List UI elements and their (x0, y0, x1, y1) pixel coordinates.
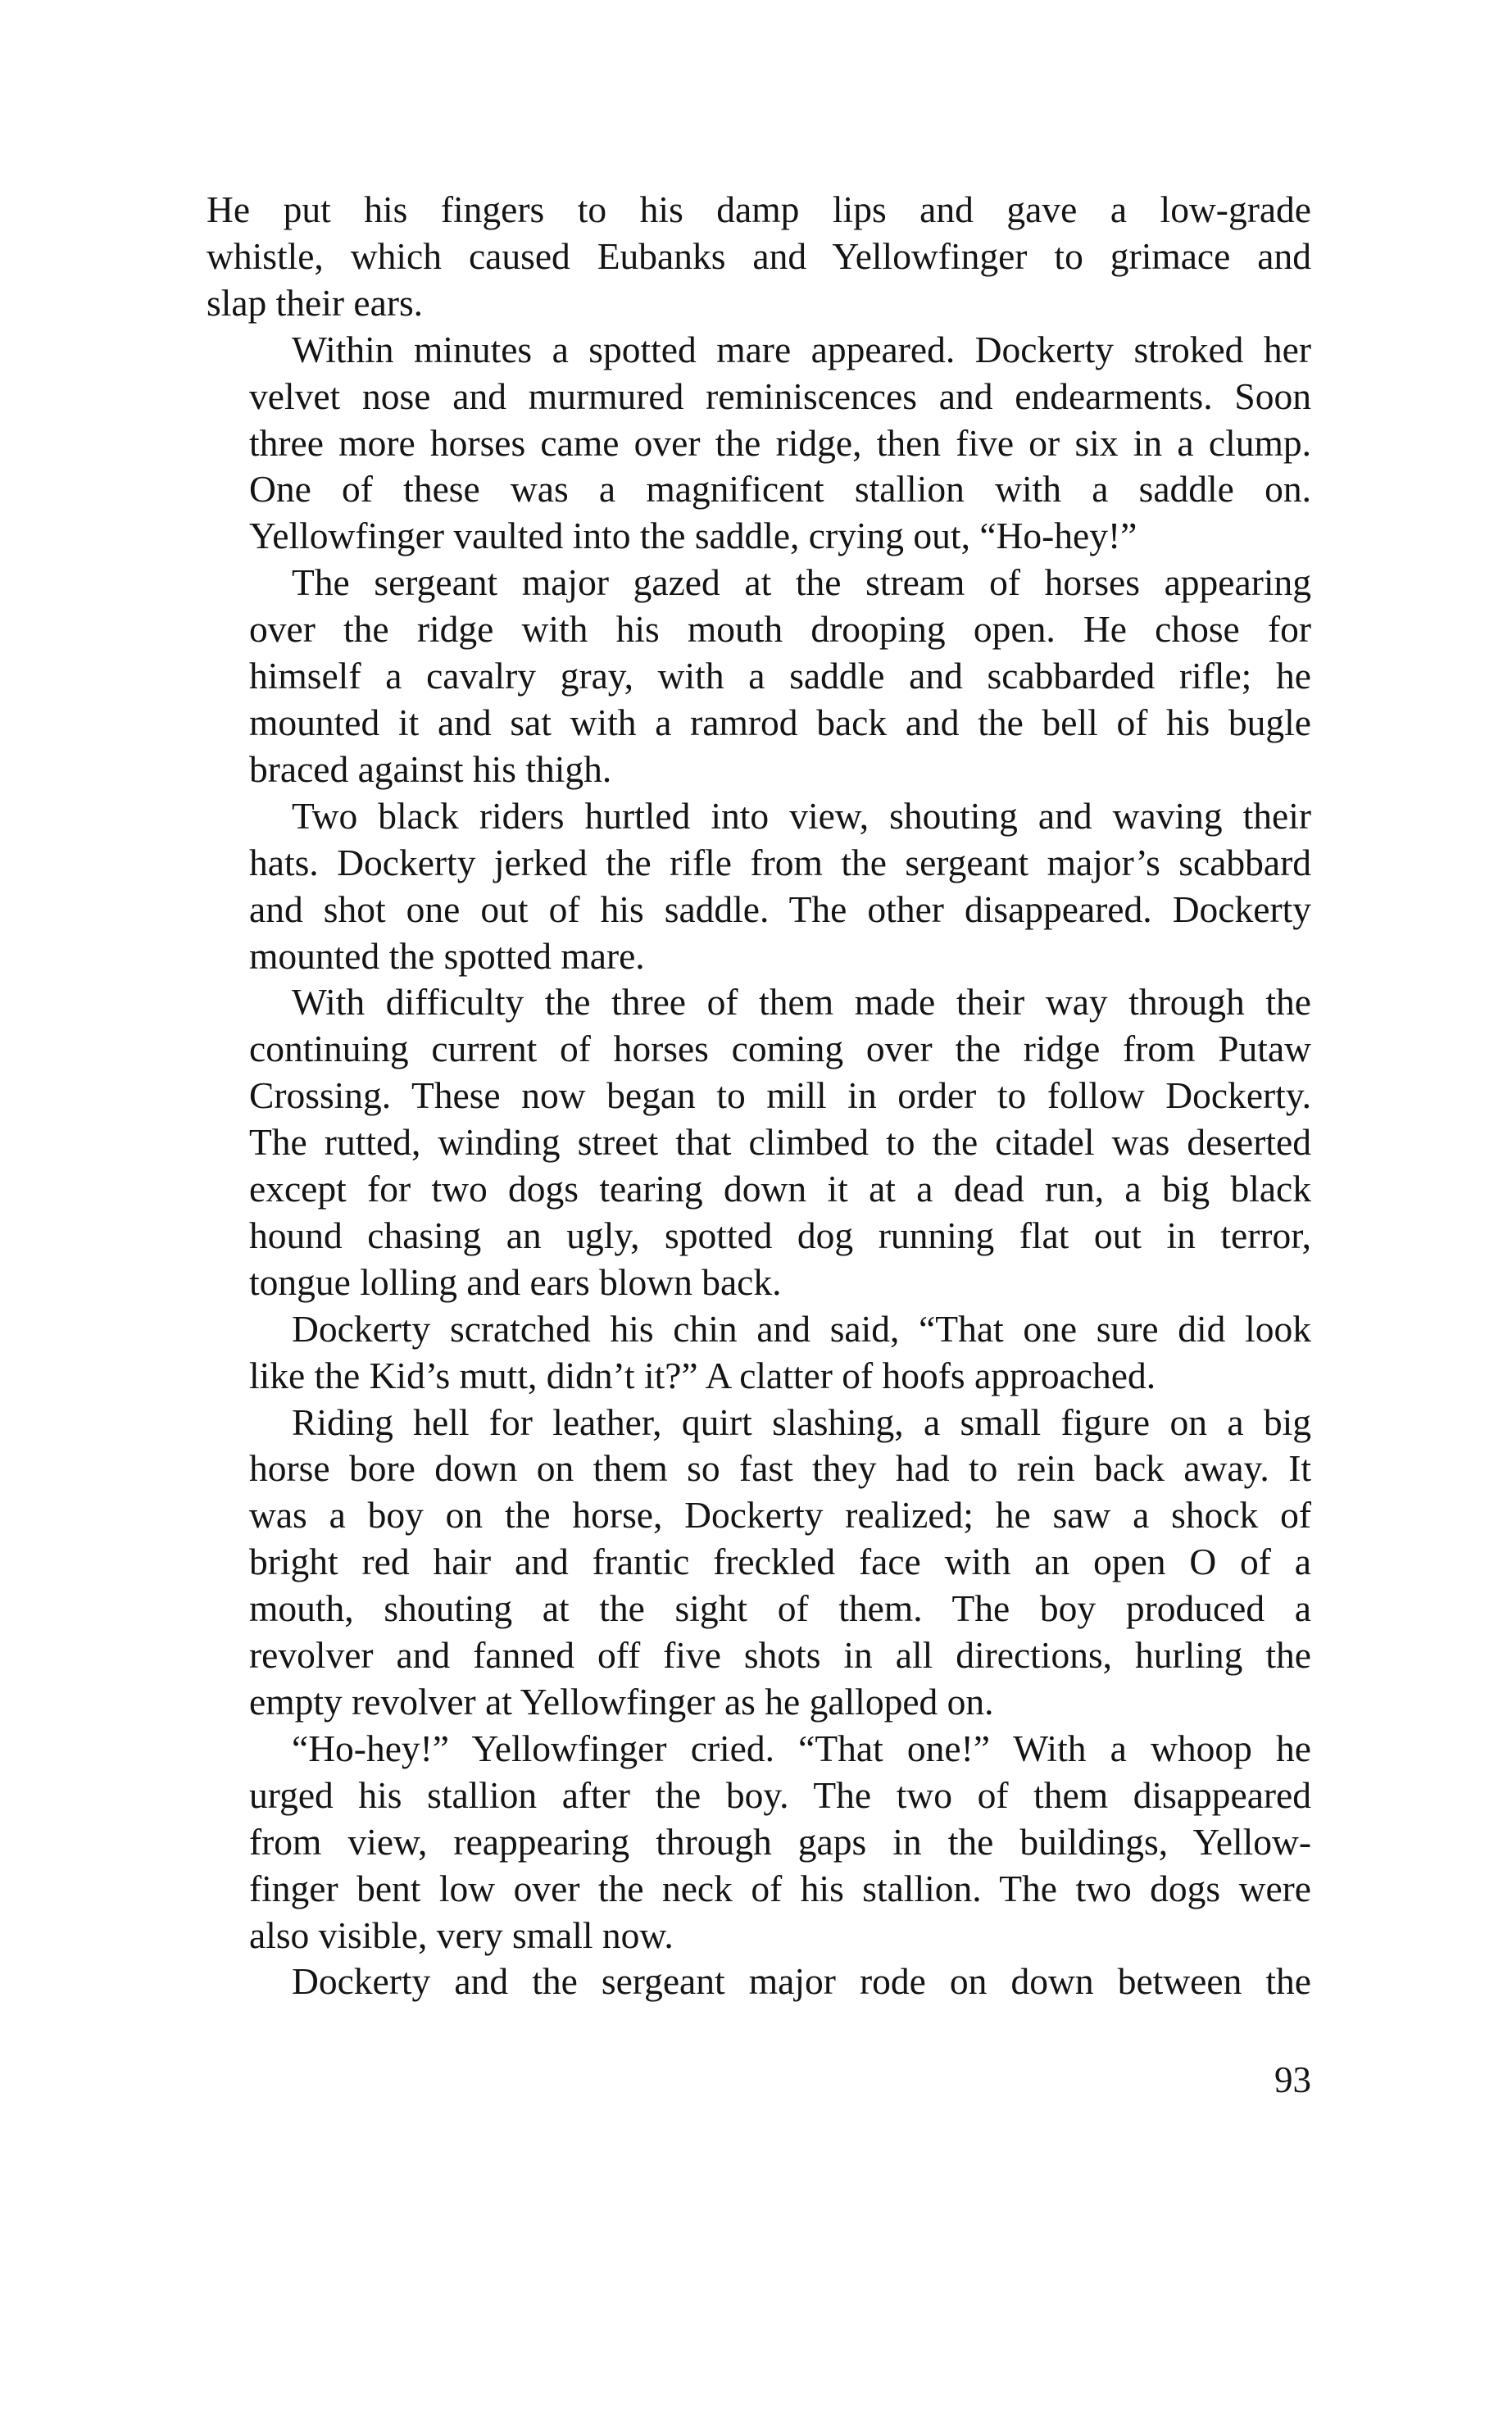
text-line: The sergeant major gazed at the stream of horses appearing (292, 561, 1311, 604)
text-line: and shot one out of his saddle. The other disappeared. Dockerty (249, 887, 1311, 930)
text-line: The rutted, winding street that climbed to the citadel was deserted (249, 1121, 1311, 1164)
text-line: Crossing. These now began to mill in order to follow Dockerty. (249, 1074, 1311, 1117)
paragraph (207, 1306, 1311, 1400)
text-line: He put his fingers to his damp lips and gave a low-grade (207, 188, 1311, 230)
text-line: mouth, shouting at the sight of them. The boy produced a (249, 1587, 1311, 1630)
paragraph (207, 1959, 1311, 2005)
text-line: hats. Dockerty jerked the rifle from the sergeant major’s scabbard (249, 841, 1311, 883)
paragraph (207, 560, 1311, 793)
text-line: three more horses came over the ridge, then five or six in a clump. (249, 421, 1311, 464)
text-line: Dockerty scratched his chin and said, “That one sure did look (292, 1307, 1311, 1350)
text-line: Yellowfinger vaulted into the saddle, crying out, “Ho-hey!” (249, 515, 1137, 557)
text-line: Dockerty and the sergeant major rode on down between the (292, 1960, 1311, 2003)
paragraph (207, 1726, 1311, 1959)
page-number: 93 (1274, 2059, 1311, 2100)
text-line: continuing current of horses coming over the ridge from Putaw (249, 1028, 1311, 1070)
text-line: except for two dogs tearing down it at a dead run, a big black (249, 1168, 1311, 1210)
text-line: With difficulty the three of them made their way through the (292, 981, 1311, 1024)
text-line: bright red hair and frantic freckled face with an open O of a (249, 1541, 1311, 1583)
text-line: empty revolver at Yellowfinger as he galloped on. (249, 1681, 994, 1723)
text-line: was a boy on the horse, Dockerty realized; he saw a shock of (249, 1494, 1311, 1537)
text-line: One of these was a magnificent stallion with a saddle on. (249, 468, 1311, 511)
text-line: mounted the spotted mare. (249, 934, 645, 977)
paragraph (207, 327, 1311, 561)
paragraph (207, 1400, 1311, 1726)
text-line: Riding hell for leather, quirt slashing, a small figure on a big (292, 1400, 1311, 1443)
text-line: finger bent low over the neck of his stallion. The two dogs were (249, 1867, 1311, 1909)
text-line: over the ridge with his mouth drooping open. He chose for (249, 608, 1311, 651)
text-line: mounted it and sat with a ramrod back and the bell of his bugle (249, 701, 1311, 743)
body-text (207, 187, 1311, 2005)
paragraph (207, 793, 1311, 980)
text-line: slap their ears. (207, 281, 424, 324)
text-line: whistle, which caused Eubanks and Yellowfinger to grimace and (207, 234, 1311, 277)
text-line: himself a cavalry gray, with a saddle and scabbarded rifle; he (249, 655, 1311, 697)
paragraph (207, 187, 1311, 327)
text-line: like the Kid’s mutt, didn’t it?” A clatter of hoofs approached. (249, 1354, 1156, 1396)
text-line: velvet nose and murmured reminiscences and endearments. Soon (249, 375, 1311, 417)
text-line: Within minutes a spotted mare appeared. Dockerty stroked her (292, 328, 1311, 370)
text-line: urged his stallion after the boy. The two of them disappeared (249, 1773, 1311, 1816)
text-line: horse bore down on them so fast they had to rein back away. It (249, 1447, 1311, 1490)
text-line: hound chasing an ugly, spotted dog running flat out in terror, (249, 1214, 1311, 1256)
text-line: revolver and fanned off five shots in all directions, hurling the (249, 1634, 1311, 1677)
text-line: tongue lolling and ears blown back. (249, 1260, 782, 1303)
text-line: Two black riders hurtled into view, shouting and waving their (292, 794, 1311, 837)
text-line: from view, reappearing through gaps in the buildings, Yellow- (249, 1820, 1311, 1863)
text-line: “Ho-hey!” Yellowfinger cried. “That one!” With a whoop he (292, 1727, 1311, 1769)
text-line: also visible, very small now. (249, 1913, 674, 1956)
paragraph (207, 979, 1311, 1305)
text-line: braced against his thigh. (249, 747, 612, 790)
